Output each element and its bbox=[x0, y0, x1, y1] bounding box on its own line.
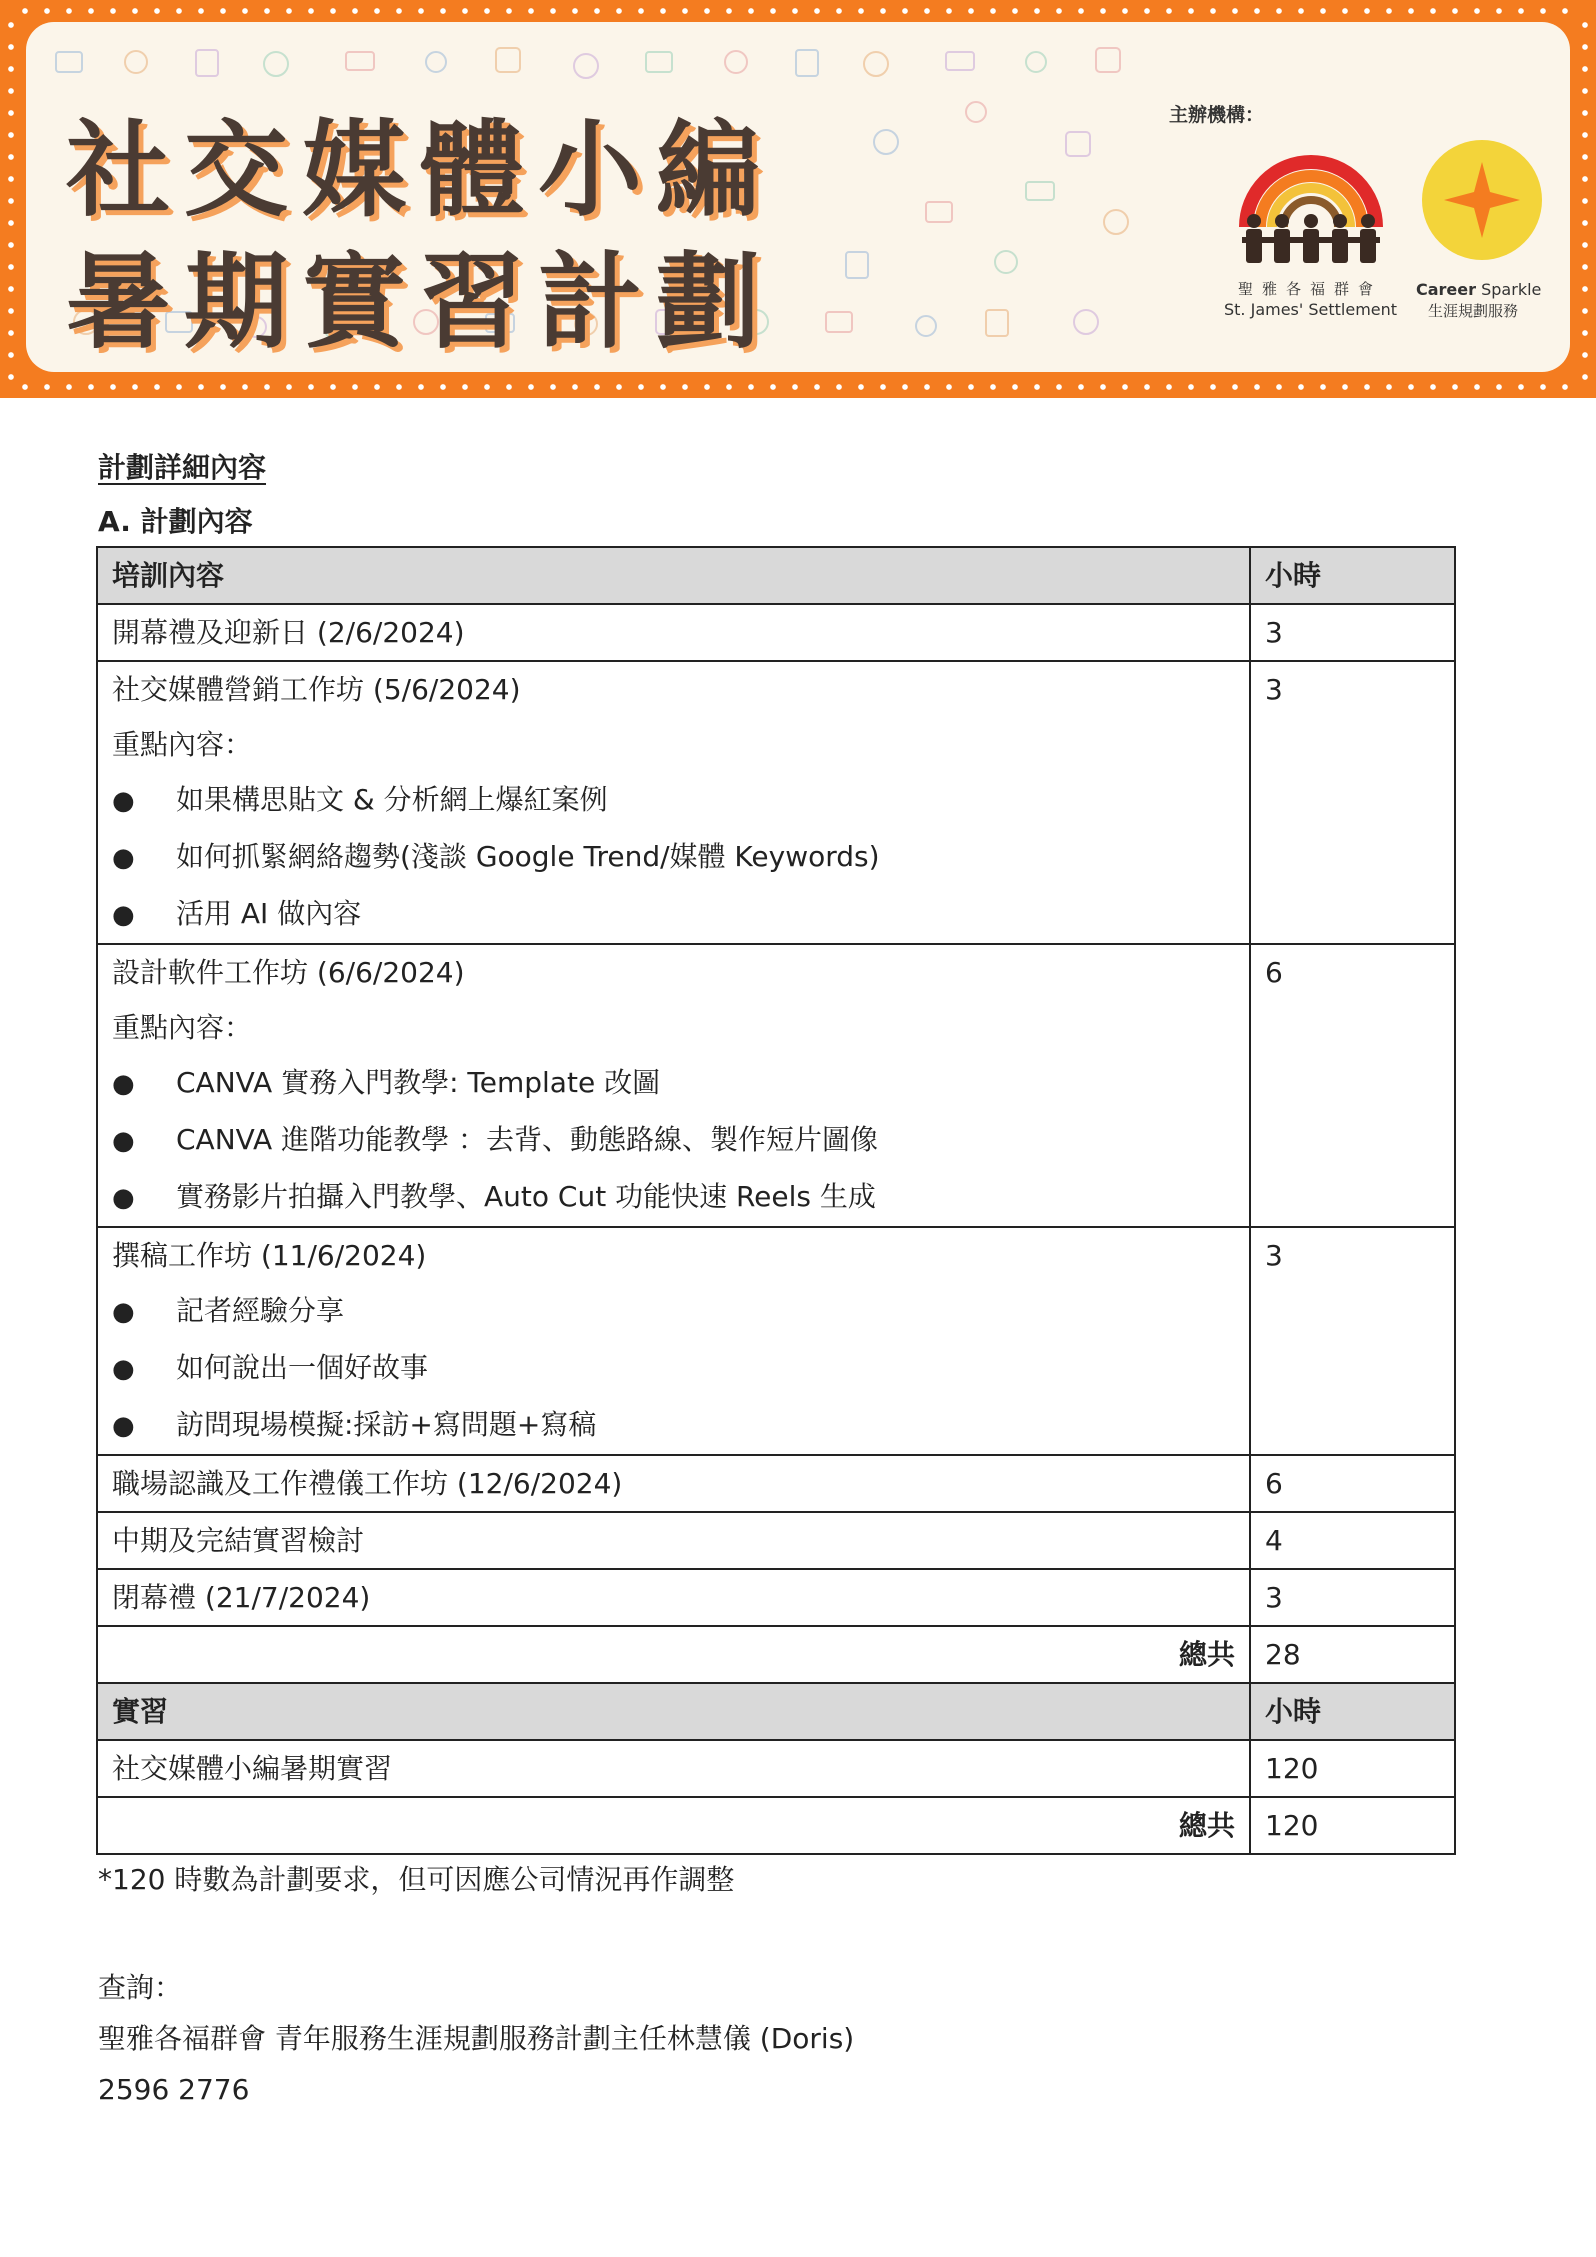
career-sparkle-logo bbox=[1420, 138, 1544, 262]
training-hours-cell: 3 bbox=[1250, 1227, 1455, 1455]
internship-header-item: 實習 bbox=[97, 1683, 1250, 1740]
training-hours-cell: 3 bbox=[1250, 1569, 1455, 1626]
training-header-item: 培訓內容 bbox=[97, 547, 1250, 604]
bullet-dot-icon: ● bbox=[112, 786, 135, 816]
training-row bbox=[97, 1569, 1455, 1626]
bullet-dot-icon: ● bbox=[112, 1126, 135, 1156]
bullet-dot-icon: ● bbox=[112, 1354, 135, 1384]
training-item-cell bbox=[97, 1455, 1250, 1512]
organizer-label: 主辦機構： bbox=[1169, 104, 1265, 126]
training-item-cell bbox=[97, 1227, 1250, 1455]
internship-item-cell: 社交媒體小編暑期實習 bbox=[97, 1740, 1250, 1797]
internship-total-row bbox=[97, 1797, 1455, 1854]
training-row bbox=[97, 944, 1455, 1227]
training-header-hours: 小時 bbox=[1250, 547, 1455, 604]
training-bullet-item bbox=[112, 772, 1235, 829]
training-bullet-text: 訪問現場模擬:採訪+寫問題+寫稿 bbox=[176, 1408, 597, 1441]
contact-block bbox=[98, 1962, 854, 2115]
training-bullet-text: 活用 AI 做內容 bbox=[176, 897, 362, 930]
sub-title: A. 計劃內容 bbox=[98, 505, 253, 538]
training-item-cell bbox=[97, 944, 1250, 1227]
contact-label: 查詢： bbox=[98, 1971, 183, 2004]
header-banner bbox=[0, 0, 1596, 398]
training-bullet-text: CANVA 進階功能教學 ：去背、動態路線、製作短片圖像 bbox=[176, 1123, 878, 1156]
training-bullet-item bbox=[112, 1283, 1235, 1340]
training-hours-cell: 3 bbox=[1250, 661, 1455, 944]
training-bullet-item bbox=[112, 1340, 1235, 1397]
bullet-dot-icon: ● bbox=[112, 1297, 135, 1327]
bullet-dot-icon: ● bbox=[112, 1183, 135, 1213]
training-item-title: 開幕禮及迎新日 (2/6/2024) bbox=[112, 616, 465, 649]
plan-table bbox=[96, 546, 1456, 1855]
training-row bbox=[97, 661, 1455, 944]
st-james-settlement-logo bbox=[1236, 137, 1386, 277]
hours-note: *120 時數為計劃要求，但可因應公司情況再作調整 bbox=[98, 1863, 735, 1896]
training-bullet-item bbox=[112, 829, 1235, 886]
training-bullet-text: 如何抓緊網絡趨勢(淺談 Google Trend/媒體 Keywords) bbox=[176, 840, 880, 873]
banner-dot-border-right bbox=[1582, 14, 1588, 384]
training-item-title: 職場認識及工作禮儀工作坊 (12/6/2024) bbox=[112, 1467, 623, 1500]
training-hours-cell: 6 bbox=[1250, 1455, 1455, 1512]
banner-title-line1: 社交媒體小編 bbox=[66, 109, 775, 231]
banner-dot-border-left bbox=[8, 14, 14, 384]
training-row bbox=[97, 604, 1455, 661]
banner-dot-border-bottom bbox=[14, 384, 1582, 390]
training-item-cell bbox=[97, 661, 1250, 944]
banner-panel bbox=[26, 22, 1570, 372]
training-item-title: 社交媒體營銷工作坊 (5/6/2024) bbox=[112, 673, 521, 706]
training-item-title: 設計軟件工作坊 (6/6/2024) bbox=[112, 956, 465, 989]
banner-title-line2: 暑期實習計劃 bbox=[66, 241, 775, 363]
training-hours-cell: 3 bbox=[1250, 604, 1455, 661]
training-bullet-item bbox=[112, 1112, 1235, 1169]
training-item-title: 閉幕禮 (21/7/2024) bbox=[112, 1581, 371, 1614]
bullet-dot-icon: ● bbox=[112, 1411, 135, 1441]
internship-total-hours: 120 bbox=[1250, 1797, 1455, 1854]
banner-dot-border-top bbox=[14, 8, 1582, 14]
bullet-dot-icon: ● bbox=[112, 843, 135, 873]
training-focus-label: 重點內容： bbox=[112, 1011, 253, 1044]
training-bullet-item bbox=[112, 1397, 1235, 1454]
training-item-cell bbox=[97, 604, 1250, 661]
training-item-title: 撰稿工作坊 (11/6/2024) bbox=[112, 1239, 427, 1272]
internship-hours-cell: 120 bbox=[1250, 1740, 1455, 1797]
career-sparkle-name-english: Career Sparkle bbox=[1416, 280, 1542, 299]
contact-phone: 2596 2776 bbox=[98, 2073, 250, 2106]
internship-header-hours: 小時 bbox=[1250, 1683, 1455, 1740]
training-bullet-text: 如何說出一個好故事 bbox=[176, 1351, 429, 1384]
training-row bbox=[97, 1227, 1455, 1455]
career-sparkle-name-chinese: 生涯規劃服務 bbox=[1428, 302, 1519, 320]
contact-person: 聖雅各福群會 青年服務生涯規劃服務計劃主任林慧儀 (Doris) bbox=[98, 2022, 855, 2055]
section-title: 計劃詳細內容 bbox=[98, 451, 267, 484]
training-item-cell bbox=[97, 1512, 1250, 1569]
training-bullet-text: 記者經驗分享 bbox=[176, 1294, 345, 1327]
st-james-name-chinese: 聖雅各福群會 bbox=[1238, 280, 1383, 298]
training-hours-cell: 4 bbox=[1250, 1512, 1455, 1569]
training-bullet-text: 實務影片拍攝入門教學、Auto Cut 功能快速 Reels 生成 bbox=[176, 1180, 876, 1213]
training-header-row bbox=[97, 547, 1455, 604]
internship-header-row bbox=[97, 1683, 1455, 1740]
training-total-hours: 28 bbox=[1250, 1626, 1455, 1683]
training-bullet-item bbox=[112, 1169, 1235, 1226]
training-focus-label: 重點內容： bbox=[112, 728, 253, 761]
internship-row bbox=[97, 1740, 1455, 1797]
training-bullet-item bbox=[112, 886, 1235, 943]
bullet-dot-icon: ● bbox=[112, 900, 135, 930]
training-row bbox=[97, 1512, 1455, 1569]
training-bullet-text: 如果構思貼文 & 分析網上爆紅案例 bbox=[176, 783, 608, 816]
st-james-name-english: St. James' Settlement bbox=[1224, 300, 1398, 319]
internship-total-label: 總共 bbox=[97, 1797, 1250, 1854]
training-bullet-text: CANVA 實務入門教學: Template 改圖 bbox=[176, 1066, 661, 1099]
training-item-title: 中期及完結實習檢討 bbox=[112, 1524, 365, 1557]
training-item-cell bbox=[97, 1569, 1250, 1626]
training-hours-cell: 6 bbox=[1250, 944, 1455, 1227]
training-row bbox=[97, 1455, 1455, 1512]
training-total-label: 總共 bbox=[97, 1626, 1250, 1683]
bullet-dot-icon: ● bbox=[112, 1069, 135, 1099]
training-bullet-item bbox=[112, 1055, 1235, 1112]
training-total-row bbox=[97, 1626, 1455, 1683]
